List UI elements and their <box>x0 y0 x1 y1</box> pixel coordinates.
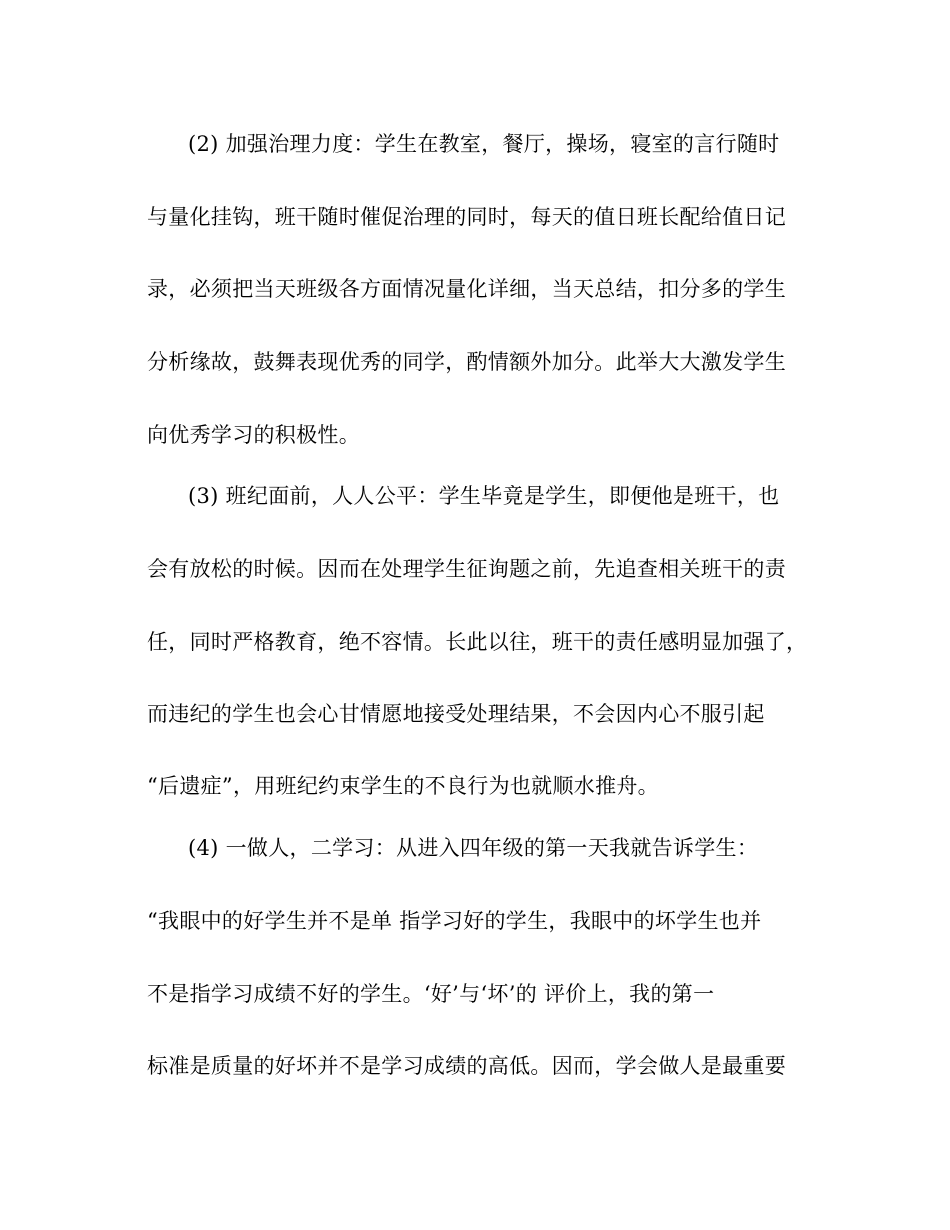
paragraph-2-line-2: 与量化挂钩，班干随时催促治理的同时，每天的值日班长配给值日记 <box>147 205 786 229</box>
paragraph-3-line-4: 而违纪的学生也会心甘情愿地接受处理结果，不会因内心不服引起 <box>147 702 765 726</box>
paragraph-4-line-3: 不是指学习成绩不好的学生。‘好’与‘坏’的 评价上，我的第一 <box>147 982 715 1006</box>
paragraph-2-line-5: 向优秀学习的积极性。 <box>147 423 360 447</box>
paragraph-3-line-2: 会有放松的时候。因而在处理学生征询题之前，先追查相关班干的责 <box>147 557 786 581</box>
paragraph-2-line-3: 录，必须把当天班级各方面情况量化详细，当天总结，扣分多的学生 <box>147 277 786 301</box>
paragraph-3-line-3: 任，同时严格教育，绝不容情。长此以往，班干的责任感明显加强了， <box>147 630 808 654</box>
paragraph-3-line-5: “后遗症”，用班纪约束学生的不良行为也就顺水推舟。 <box>147 774 659 798</box>
paragraph-2-line-1: (2) 加强治理力度：学生在教室，餐厅，操场，寝室的言行随时 <box>188 132 780 156</box>
paragraph-2-line-4: 分析缘故，鼓舞表现优秀的同学，酌情额外加分。此举大大激发学生 <box>147 350 786 374</box>
paragraph-4-line-1: (4) 一做人，二学习：从进入四年级的第一天我就告诉学生： <box>188 836 759 860</box>
paragraph-4-line-2: “我眼中的好学生并不是单 指学习好的学生，我眼中的坏学生也并 <box>147 909 762 933</box>
paragraph-4-line-4: 标准是质量的好坏并不是学习成绩的高低。因而，学会做人是最重要 <box>147 1054 786 1078</box>
paragraph-3-line-1: (3) 班纪面前，人人公平：学生毕竟是学生，即便他是班干，也 <box>188 484 780 508</box>
